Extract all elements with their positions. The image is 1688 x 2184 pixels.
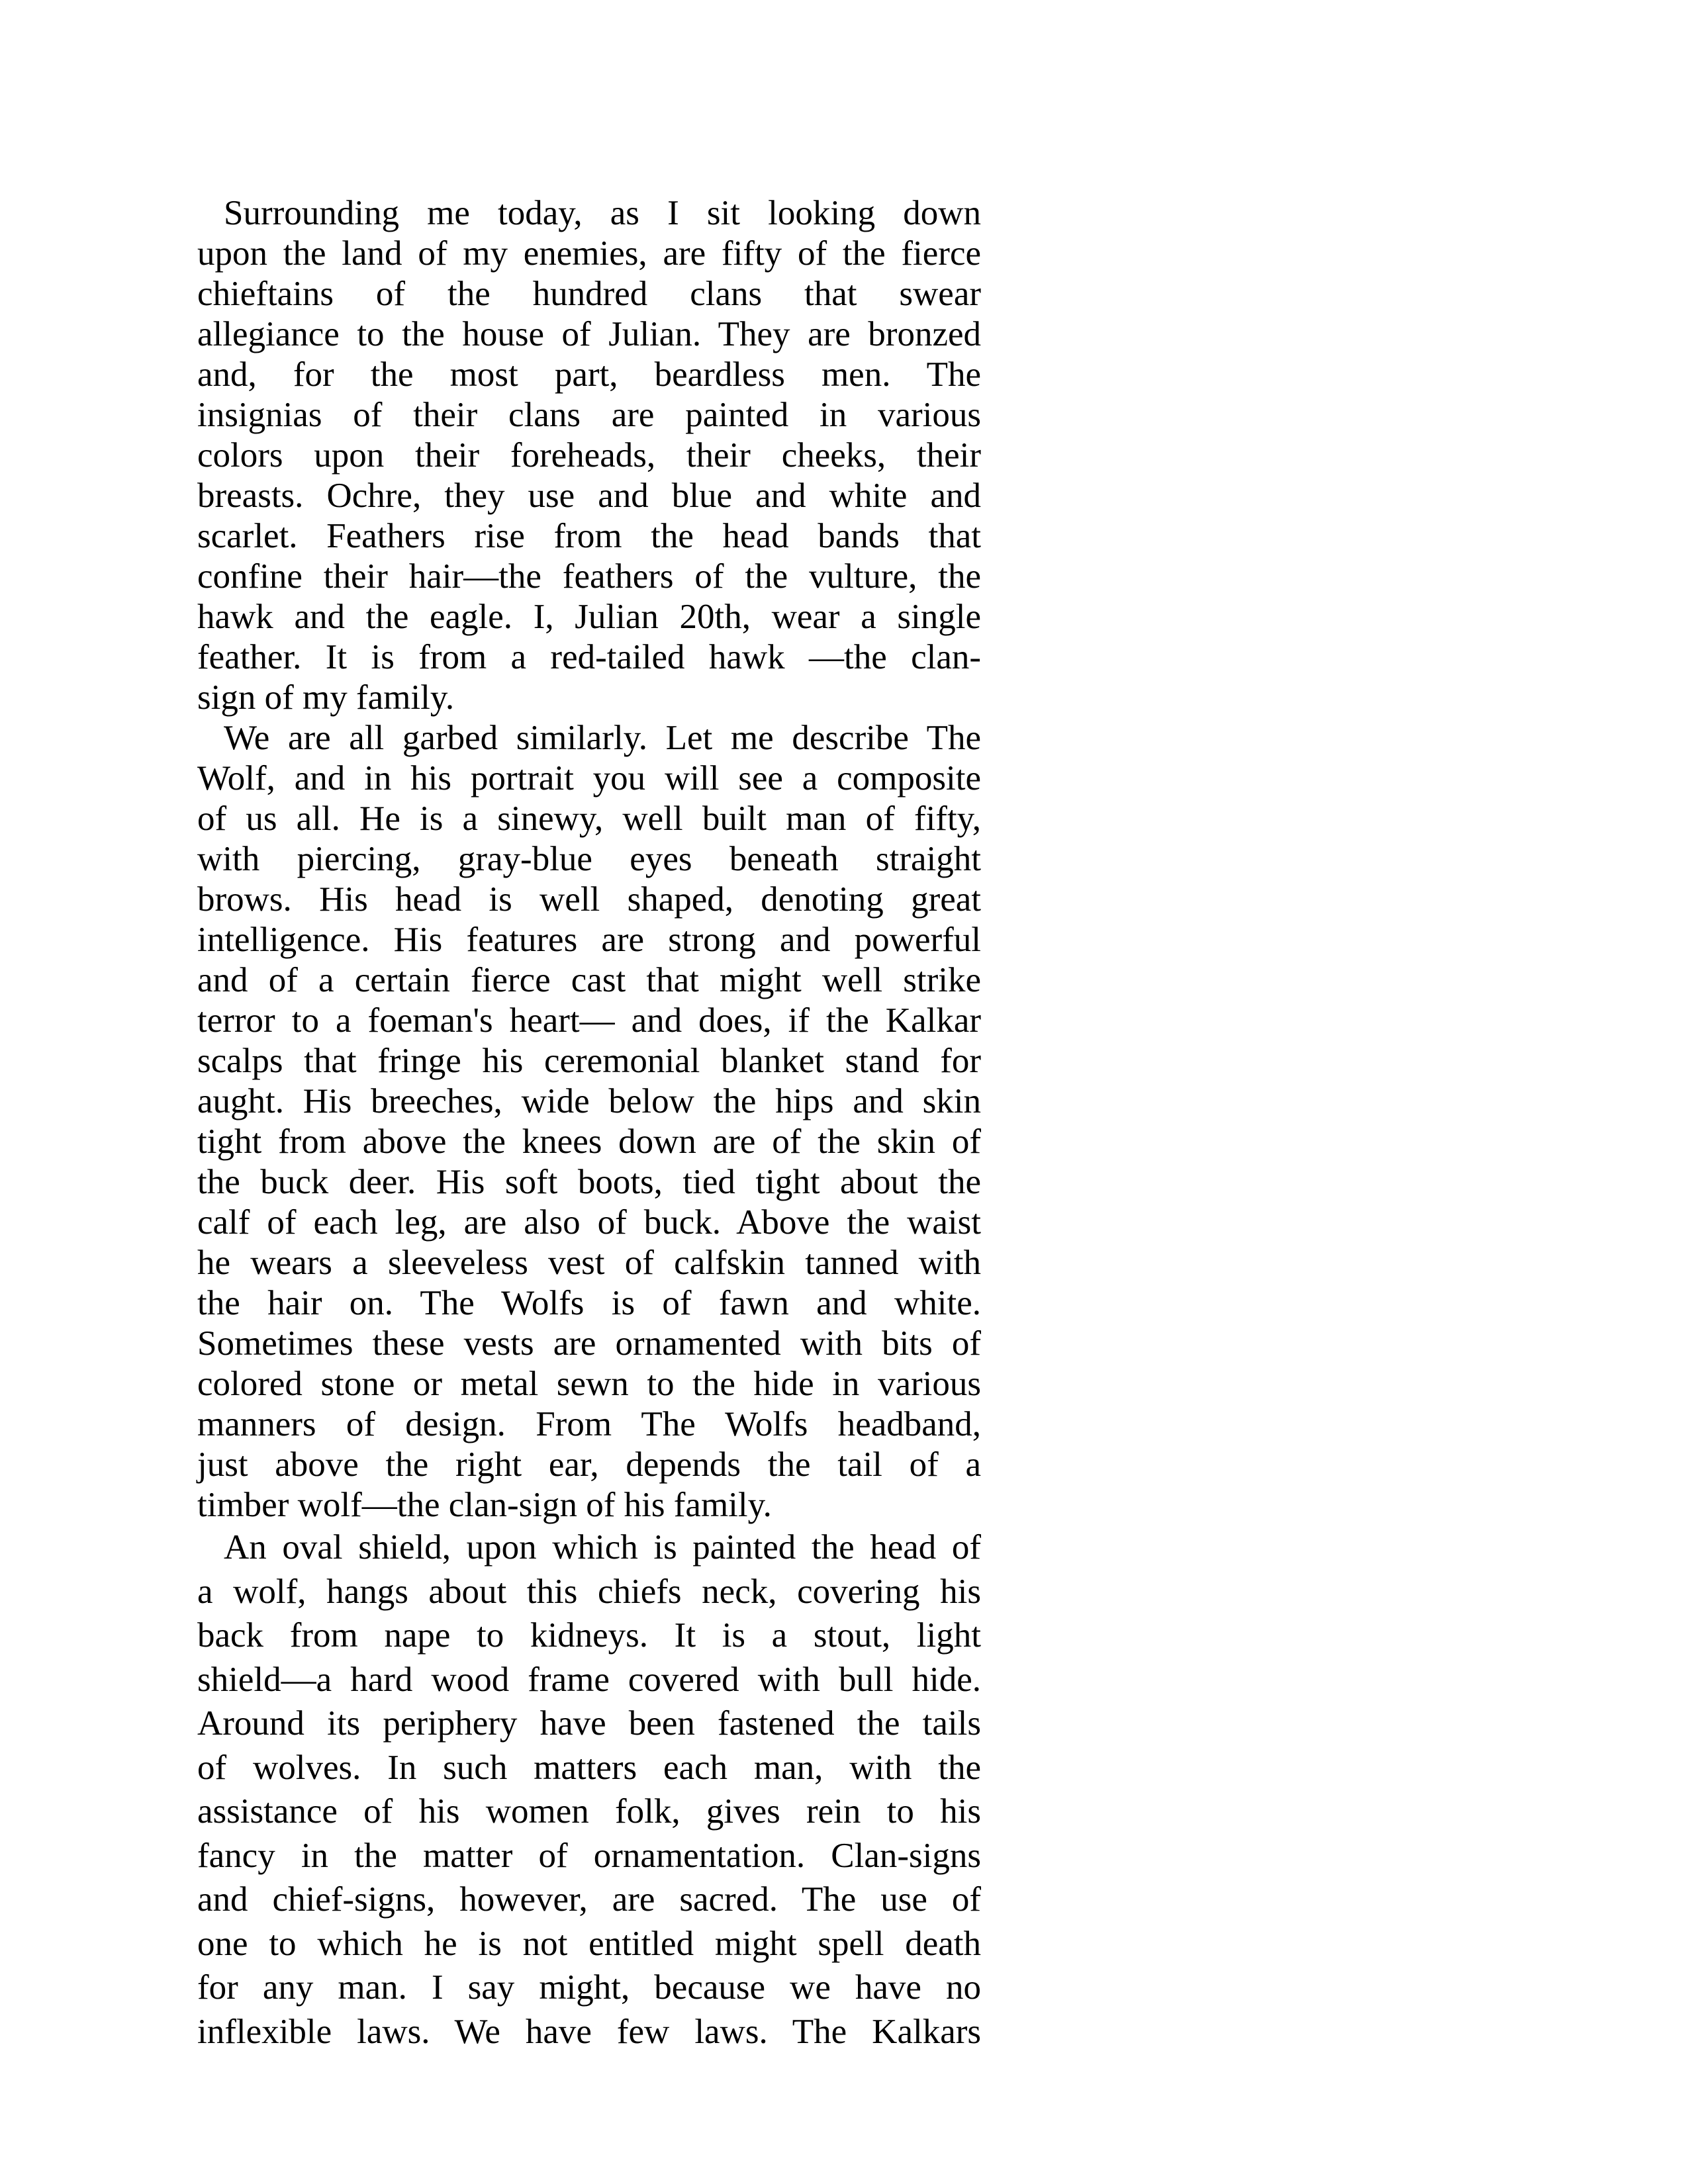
text-line: tight from above the knees down are of the skin of xyxy=(197,1122,981,1161)
text-line: one to which he is not entitled might spell death xyxy=(197,1924,981,1963)
text-line: Sometimes these vests are ornamented with bits of xyxy=(197,1324,981,1363)
text-line: back from nape to kidneys. It is a stout, light xyxy=(197,1616,981,1655)
text-line: aught. His breeches, wide below the hips and skin xyxy=(197,1082,981,1120)
text-line: sign of my family. xyxy=(197,678,455,717)
text-line: intelligence. His features are strong and powerful xyxy=(197,921,981,959)
text-line: colored stone or metal sewn to the hide in various xyxy=(197,1365,981,1403)
text-line: upon the land of my enemies, are fifty of the fierce xyxy=(197,234,981,273)
text-line: timber wolf—the clan-sign of his family. xyxy=(197,1486,772,1524)
text-line: and, for the most part, beardless men. The xyxy=(197,355,981,394)
text-line: he wears a sleeveless vest of calfskin tanned with xyxy=(197,1244,981,1282)
text-line: calf of each leg, are also of buck. Above the waist xyxy=(197,1203,981,1242)
paragraph xyxy=(197,193,981,718)
text-line: feather. It is from a red-tailed hawk —the clan- xyxy=(197,638,981,676)
text-line: colors upon their foreheads, their cheeks, their xyxy=(197,436,981,475)
text-line: and chief-signs, however, are sacred. The use of xyxy=(197,1880,981,1919)
text-line: with piercing, gray-blue eyes beneath straight xyxy=(197,840,981,878)
text-line: a wolf, hangs about this chiefs neck, covering his xyxy=(197,1572,981,1611)
text-line: the hair on. The Wolfs is of fawn and white. xyxy=(197,1284,981,1322)
body-text xyxy=(197,193,981,2054)
text-line: chieftains of the hundred clans that swear xyxy=(197,275,981,313)
text-line: confine their hair—the feathers of the vulture, the xyxy=(197,557,981,596)
text-line: just above the right ear, depends the tail of a xyxy=(197,1445,981,1484)
text-line: terror to a foeman's heart— and does, if the Kalkar xyxy=(197,1001,981,1040)
text-line: brows. His head is well shaped, denoting great xyxy=(197,880,981,919)
text-line: Surrounding me today, as I sit looking down xyxy=(224,194,981,232)
text-line: Wolf, and in his portrait you will see a composite xyxy=(197,759,981,797)
text-line: for any man. I say might, because we have no xyxy=(197,1968,981,2007)
text-line: inflexible laws. We have few laws. The Kalkars xyxy=(197,2012,981,2051)
text-line: We are all garbed similarly. Let me describe The xyxy=(224,719,981,757)
text-line: allegiance to the house of Julian. They are bronzed xyxy=(197,315,981,353)
text-line: scalps that fringe his ceremonial blanket stand for xyxy=(197,1042,981,1080)
text-line: Around its periphery have been fastened the tails xyxy=(197,1704,981,1743)
text-line: breasts. Ochre, they use and blue and white and xyxy=(197,477,981,515)
text-line: shield—a hard wood frame covered with bull hide. xyxy=(197,1660,981,1699)
text-line: and of a certain fierce cast that might well strike xyxy=(197,961,981,999)
text-line: of wolves. In such matters each man, with the xyxy=(197,1748,981,1787)
text-line: the buck deer. His soft boots, tied tight about the xyxy=(197,1163,981,1201)
text-line: hawk and the eagle. I, Julian 20th, wear a single xyxy=(197,598,981,636)
text-line: manners of design. From The Wolfs headband, xyxy=(197,1405,981,1443)
text-line: assistance of his women folk, gives rein to his xyxy=(197,1792,981,1831)
paragraph xyxy=(197,1525,981,2054)
text-line: insignias of their clans are painted in various xyxy=(197,396,981,434)
text-line: scarlet. Feathers rise from the head bands that xyxy=(197,517,981,555)
text-line: An oval shield, upon which is painted the head of xyxy=(224,1528,981,1567)
text-line: fancy in the matter of ornamentation. Clan-signs xyxy=(197,1836,981,1875)
paragraph xyxy=(197,718,981,1525)
text-line: of us all. He is a sinewy, well built man of fifty, xyxy=(197,799,981,838)
